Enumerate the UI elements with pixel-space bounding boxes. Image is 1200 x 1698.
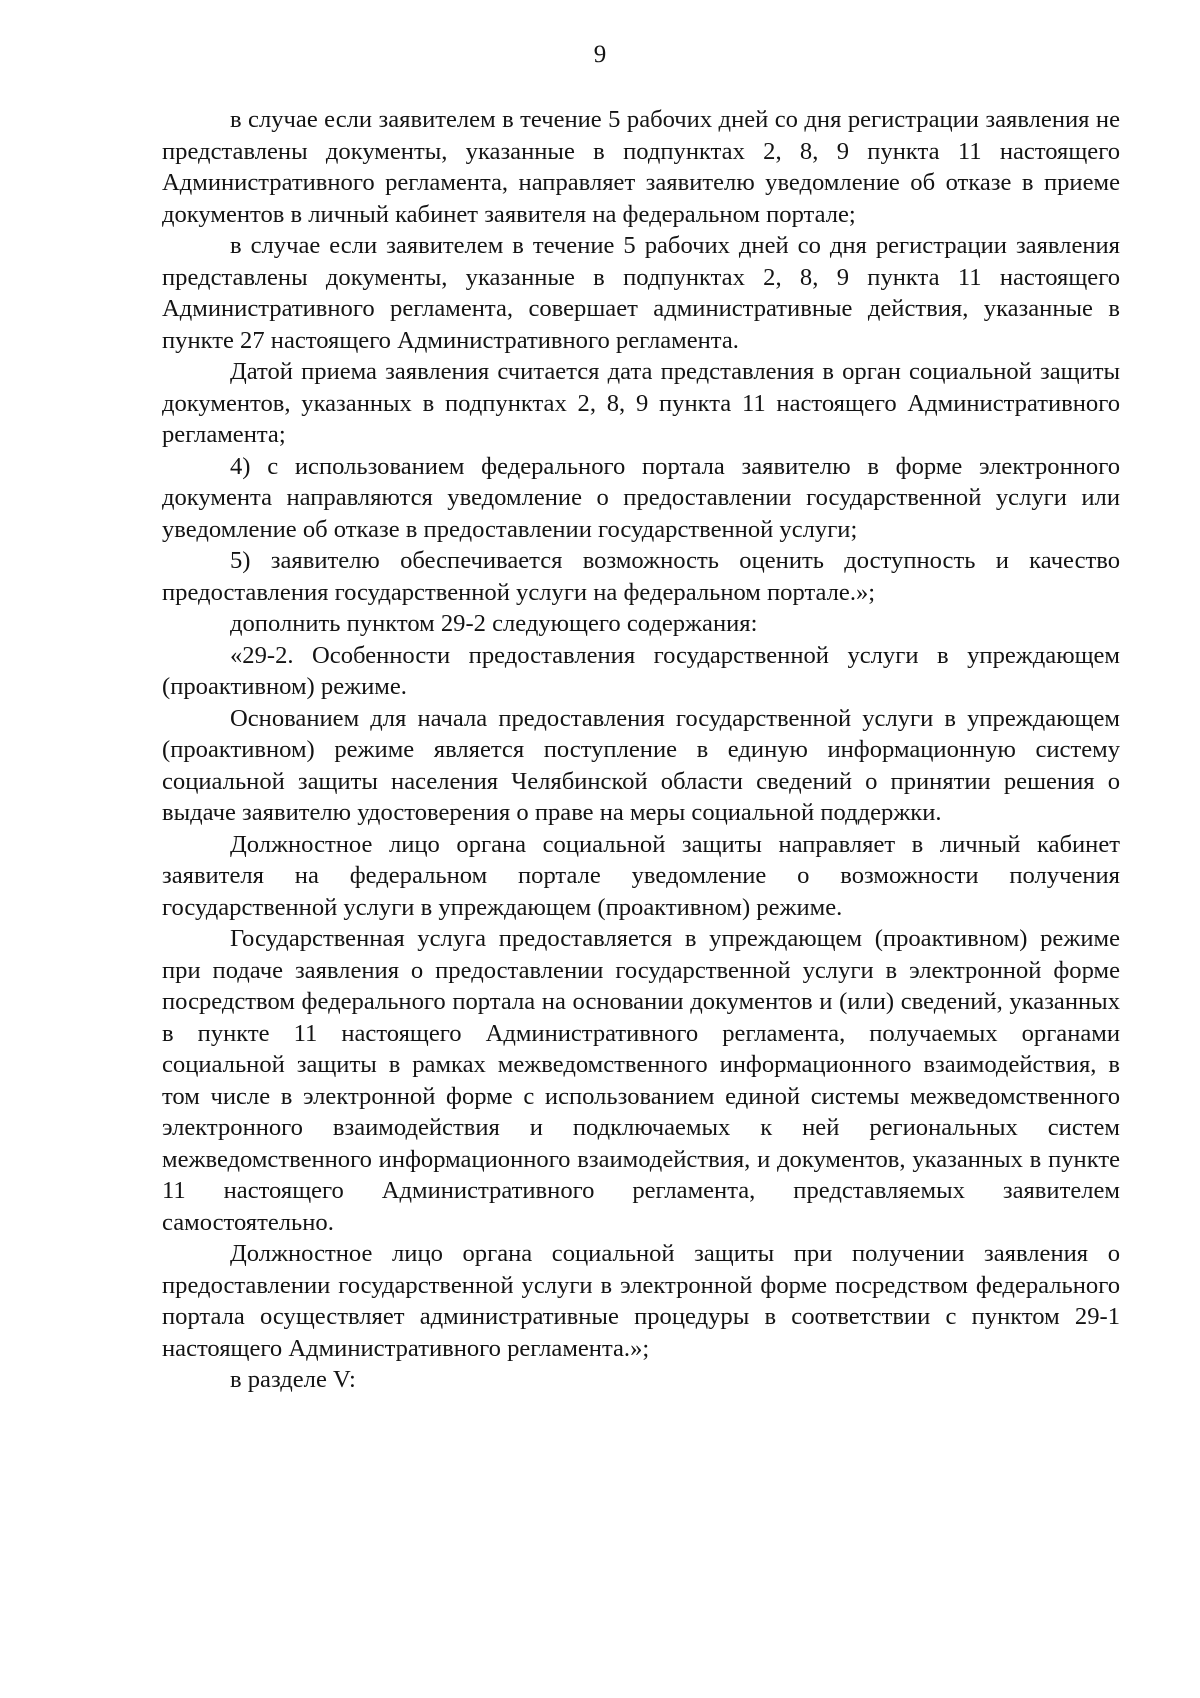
paragraph: в разделе V:	[230, 1366, 356, 1393]
page-number: 9	[593, 41, 607, 68]
paragraph: дополнить пунктом 29-2 следующего содержания:	[230, 610, 758, 637]
paragraph: 5) заявителю обеспечивается возможность оценить доступность и качество предоставления государственной услуги на федеральном портале.»;	[162, 547, 1120, 606]
paragraph: Должностное лицо органа социальной защиты направляет в личный кабинет заявителя на федеральном портале уведомление о возможности получения государственной услуги в упреждающем (проактивном) режиме.	[162, 830, 1120, 921]
paragraph: «29-2. Особенности предоставления государственной услуги в упреждающем (проактивном) режиме.	[162, 641, 1120, 700]
paragraph: 4) с использованием федерального портала заявителю в форме электронного документа направляются уведомление о предоставлении государственной услуги или уведомление об отказе в предоставлении государственной услуги;	[162, 452, 1120, 543]
document-body	[162, 104, 1120, 1396]
paragraph: в случае если заявителем в течение 5 рабочих дней со дня регистрации заявления представлены документы, указанные в подпунктах 2, 8, 9 пункта 11 настоящего Административного регламента, совершает административные действия, указанные в пункте 27 настоящего Административного регламента.	[162, 232, 1120, 354]
paragraph: Должностное лицо органа социальной защиты при получении заявления о предоставлении государственной услуги в электронной форме посредством федерального портала осуществляет административные процедуры в соответствии с пунктом 29-1 настоящего Административного регламента.»;	[162, 1240, 1120, 1362]
paragraph: в случае если заявителем в течение 5 рабочих дней со дня регистрации заявления не представлены документы, указанные в подпунктах 2, 8, 9 пункта 11 настоящего Административного регламента, направляет заявителю уведомление об отказе в приеме документов в личный кабинет заявителя на федеральном портале;	[162, 106, 1120, 228]
paragraph: Основанием для начала предоставления государственной услуги в упреждающем (проактивном) режиме является поступление в единую информационную систему социальной защиты населения Челябинской области сведений о принятии решения о выдаче заявителю удостоверения о праве на меры социальной поддержки.	[162, 704, 1120, 826]
paragraph: Государственная услуга предоставляется в упреждающем (проактивном) режиме при подаче заявления о предоставлении государственной услуги в электронной форме посредством федерального портала на основании документов и (или) сведений, указанных в пункте 11 настоящего Административного регламента, получаемых органами социальной защиты в рамках межведомственного информационного взаимодействия, в том числе в электронной форме с использованием единой системы межведомственного электронного взаимодействия и подключаемых к ней региональных систем межведомственного информационного взаимодействия, и документов, указанных в пункте 11 настоящего Административного регламента, представляемых заявителем самостоятельно.	[162, 925, 1120, 1236]
paragraph: Датой приема заявления считается дата представления в орган социальной защиты документов, указанных в подпунктах 2, 8, 9 пункта 11 настоящего Административного регламента;	[162, 358, 1120, 448]
